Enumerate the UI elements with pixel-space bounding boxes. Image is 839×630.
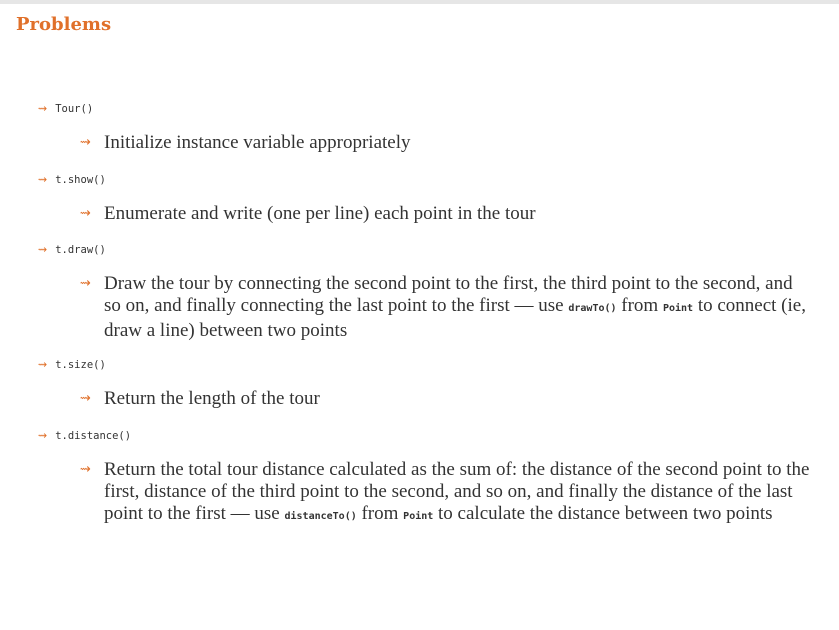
squiggle-arrow-icon: ⇝ — [80, 462, 91, 477]
method-description — [80, 459, 810, 528]
description-text: Return the length of the tour — [104, 388, 320, 409]
squiggle-arrow-icon: ⇝ — [38, 102, 48, 115]
squiggle-arrow-icon: ⇝ — [80, 206, 91, 221]
method-item-draw — [38, 243, 106, 256]
squiggle-arrow-icon: ⇝ — [38, 358, 48, 371]
method-name: t.distance() — [55, 429, 132, 442]
method-item-size — [38, 358, 106, 371]
description-text: Initialize instance variable appropriately — [104, 132, 411, 153]
page-title: Problems — [16, 14, 112, 35]
description-text: Enumerate and write (one per line) each point in the tour — [104, 203, 536, 224]
method-item-tour — [38, 102, 93, 115]
description-text: Draw the tour by connecting the second point to the first, the third point to the second, and so on, and finally connecting the last point to the first — use drawTo() from Point to connect (ie, draw a line) between two points — [104, 273, 806, 341]
method-description — [80, 273, 810, 342]
code-drawTo: drawTo() — [568, 303, 617, 314]
method-description — [80, 132, 810, 154]
squiggle-arrow-icon: ⇝ — [38, 243, 48, 256]
squiggle-arrow-icon: ⇝ — [38, 429, 48, 442]
method-name: t.show() — [55, 173, 106, 186]
method-name: t.draw() — [55, 243, 106, 256]
code-Point: Point — [403, 511, 434, 522]
squiggle-arrow-icon: ⇝ — [80, 391, 91, 406]
squiggle-arrow-icon: ⇝ — [80, 135, 91, 150]
squiggle-arrow-icon: ⇝ — [38, 173, 48, 186]
method-name: t.size() — [55, 358, 106, 371]
top-divider — [0, 0, 839, 4]
method-item-show — [38, 173, 106, 186]
squiggle-arrow-icon: ⇝ — [80, 276, 91, 291]
method-item-distance — [38, 429, 131, 442]
code-distanceTo: distanceTo() — [284, 511, 357, 522]
method-description — [80, 203, 810, 225]
description-text: Return the total tour distance calculated as the sum of: the distance of the second point to the first, distance of the third point to the second, and so on, and finally the distance of the last point to the first — use distanceTo() from Point to calculate the distance between two points — [104, 459, 810, 524]
code-Point: Point — [662, 303, 694, 314]
method-name: Tour() — [55, 102, 94, 115]
method-description — [80, 388, 810, 410]
